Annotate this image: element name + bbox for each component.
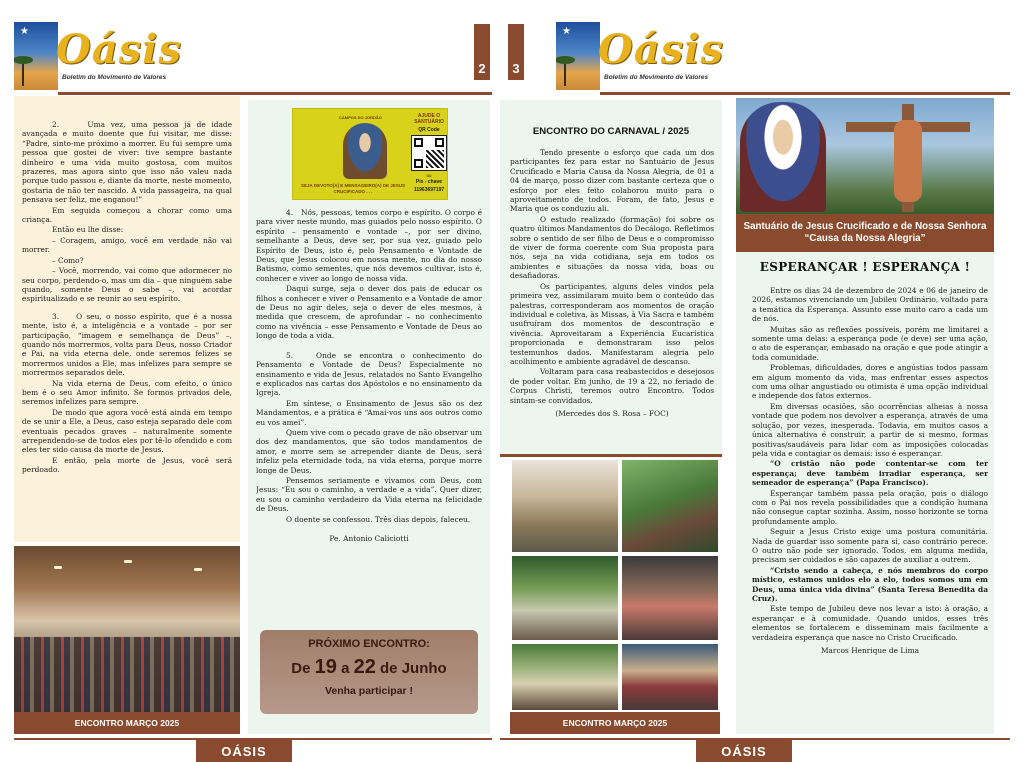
sanctuary-donation-ad	[292, 108, 448, 200]
paragraph: – Você, morrendo, vai como que adormecer no seu corpo, perdendo-o, mas um dia – que ninguém sabe quando, somente Deus o sabe –, vai acordar espiritualizado e se reunir ao seu espírito.	[22, 266, 232, 304]
paragraph: Problemas, dificuldades, dores e angústias todos passam em algum momento da vida, mas enfrentar esses aspectos com uma olhar angustiado ou otimista é uma opção individual e independe dos fatos externos.	[752, 363, 988, 401]
qr-finder	[435, 138, 444, 147]
paragraph: – Como?	[52, 255, 84, 265]
paragraph: Esperançar também passa pela oração, pois o diálogo com o Pai nos revela possibilidades que a condição humana não consegue captar sozinha. Assim, nosso horizonte se torna profundamente amplo.	[752, 488, 988, 526]
pix-key: 11963697197	[413, 187, 445, 193]
footer-oasis-left: OÁSIS	[196, 740, 292, 762]
paragraph: Este tempo de Jubileu deve nos levar a isto: à oração, a esperançar e à comunidade. Quando unidos, esses três elementos se fortalecem e disseminam mais facilmente a verdadeira esperança que nasce no Cristo Crucificado.	[752, 604, 988, 642]
article-signature: Marcos Henrique de Lima	[820, 646, 920, 656]
masthead-title-left: Oásis	[56, 26, 182, 73]
esperancar-article	[752, 286, 988, 722]
next-meeting-label: PRÓXIMO ENCONTRO:	[308, 638, 430, 650]
article-signature: Pe. Antonio Caliciotti	[329, 534, 409, 543]
ceiling-lamp	[124, 560, 132, 563]
ad-devotee-text: SEJA DEVOTO(A) E MENSAGEIRO(A) DE JESUS CRUCIFICADO . . .	[300, 183, 406, 194]
date-prefix: De	[291, 660, 311, 677]
collage-photo-2	[622, 460, 718, 552]
masthead-rule-left	[58, 92, 492, 95]
paragraph: 2. Uma vez, uma pessoa já de idade avançada e muito doente que fui visitar, me disse: “Padre, sinto-me próximo a morrer. Eu fui sempre uma pessoa que gostei de viver: tive sempre bastante dinheiro e uma vida muito gostosa, com muitos prazeres, mas agora sinto que isso não valeu nada porque tudo passou e, diante da morte, neste momento, gostaria de não ter nascido. A vida passageira, na qual pensava ser feliz, me enganou!”	[22, 120, 233, 205]
collage-photo-1	[512, 460, 618, 552]
paragraph: Na vida eterna de Deus, com efeito, o único bem é o seu Amor infinito. Se formos privados dele, seremos infelizes para sempre.	[22, 378, 232, 407]
pix-label: Pix - chave	[415, 179, 443, 185]
masthead-subtitle-right: Boletim do Movimento de Valores	[604, 74, 709, 81]
paragraph: Pensemos seriamente e vivamos com Deus, com Jesus: “Eu sou o caminho, a verdade e a vida”. Quer dizer, eu sou o caminho verdadeiro da Vida eterna na felicidade de Deus.	[256, 475, 482, 514]
paragraph-quote: “Cristo sendo a cabeça, e nós membros do corpo místico, estamos unidos elo a elo, todos somos um em Deus, uma única vida divina” (Santa Teresa Benedita da Cruz).	[752, 565, 988, 603]
carnaval-article	[510, 148, 714, 452]
our-lady-image	[740, 102, 826, 212]
paragraph: Em diversas ocasiões, são ocorrências alheias à nossa vontade que podem nos devolver a esperança, através de uma solução, por vezes, inesperada. Todavia, em muitos casos a única alternativa é construir, a partir de si mesmo, formas positivas/saudáveis para lidar com as imposições colocadas pela vida e contagiar os demais: isso é esperançar.	[752, 401, 988, 458]
paragraph: O estudo realizado (formação) foi sobre os quatro últimos Mandamentos do Decálogo. Refletimos sobre o sentido de ser filho de Deus e o compromisso de viver de forma coerente com Sua proposta para nós, seja na vida cotidiana, seja em todos os ambientes e situações da nossa vida, boas ou desafiadoras.	[510, 214, 714, 281]
paragraph: E então, pela morte de Jesus, você será perdoado.	[22, 455, 232, 475]
paragraph: Muitas são as reflexões possíveis, porém me limitarei a somente uma delas: a esperança pode (e deve) ser uma ação, o ato de esperançar, embasado na oração e que pode atingir a toda comunidade.	[752, 324, 988, 362]
qr-modules	[426, 150, 444, 168]
date-day-end: 22	[353, 656, 376, 678]
article-signature: (Mercedes dos S. Rosa – FOC)	[555, 408, 669, 418]
paragraph: 4. Nós, pessoas, temos corpo e espírito. O corpo é para viver neste mundo, mas guiados pelo nosso espírito. O espírito – pensamento e vontade –, por ser divino, semelhante a Deus, deve ser, por sua vez, guiado pelo Espírito de Deus, isto é, pelo Pensamento e Vontade de Deus, que Jesus colocou em nossa mente, no dia do nosso Batismo, como sementes, que nós devemos cultivar, isto é, conhecer e viver ao longo de nossa vida.	[256, 208, 482, 283]
paragraph: Tendo presente o esforço que cada um dos participantes fez para estar no Santuário de Jesus Crucificado e Maria Causa da Nossa Alegria, de 01 a 04 de março, posso dizer com bastante certeza que o esforço por eles feito colaborou muito para o aproveitamento de todos. Foram, de fato, Jesus e Maria que os conduziu ali.	[510, 148, 714, 214]
paragraph: Então eu lhe disse:	[52, 225, 124, 235]
photo-caption-left: ENCONTRO MARÇO 2025	[14, 712, 240, 734]
photo-caption-right: ENCONTRO MARÇO 2025	[510, 712, 720, 734]
masthead-logo-image-left	[14, 22, 58, 90]
qr-finder	[414, 159, 423, 168]
collage-photo-3	[512, 556, 618, 640]
masthead-logo-image-right	[556, 22, 600, 90]
collage-photo-6	[622, 644, 718, 710]
carnaval-title: ENCONTRO DO CARNAVAL / 2025	[532, 126, 690, 137]
collage-rule	[500, 454, 722, 457]
date-month: de Junho	[380, 660, 447, 677]
masthead-title-right: Oásis	[598, 26, 724, 73]
palm-tree-icon	[22, 60, 24, 86]
collage-photo-4	[622, 556, 718, 640]
ad-arc-text: CAMPOS DO JORDÃO	[339, 115, 382, 120]
page-number-left: 2	[474, 24, 490, 80]
paragraph: 3. O seu, o nosso espírito, que é a nossa mente, isto é, a inteligência e a vontade – por ser participação, “imagem e semelhança de Deus” –, quando nós morrermos, volta para Deus, nosso Criador e Pai, na vida eterna dele, onde seremos felizes se morrermos unidos a Ele, mas infelizes para sempre se morrermos separados dele.	[22, 311, 232, 378]
paragraph: De modo que agora você está ainda em tempo de se unir a Ele, a Deus, caso esteja separado dele com eventuais pecados graves – naturalmente somente arrependendo-se de todos eles por tê-lo ofendido e com eles ter sido causa da morte de Jesus.	[22, 407, 232, 455]
participants-group	[14, 637, 240, 712]
paragraph: Seguir a Jesus Cristo exige uma postura comunitária. Nada de guardar isso somente para si, caso contrário perece. O outro não pode ser ignorado. Todos, em alguma medida, precisam ser cuidados e são capazes de auxiliar a outrem.	[752, 527, 988, 565]
esperancar-title: ESPERANÇAR ! ESPERANÇA !	[759, 260, 971, 274]
next-meeting-invite: Venha participar !	[324, 685, 414, 697]
next-meeting-box	[260, 630, 478, 714]
paragraph: O doente se confessou. Três dias depois, faleceu.	[286, 514, 471, 524]
ceiling-lamp	[54, 566, 62, 569]
masthead-rule-right	[600, 92, 1010, 95]
ceiling-lamp	[194, 568, 202, 571]
ad-or: ou	[426, 173, 432, 178]
date-day-start: 19	[314, 656, 337, 678]
collage-photo-5	[512, 644, 618, 710]
footer-oasis-right: OÁSIS	[696, 740, 792, 762]
sanctuary-hero-photo	[736, 98, 994, 214]
paragraph: – Coragem, amigo, você em verdade não vai morrer.	[22, 235, 232, 255]
paragraph-quote: “O cristão não pode contentar-se com ter esperança; deve também irradiar esperança, ser semeador de esperança” (Papa Francisco).	[752, 459, 988, 488]
qr-label: QR Code	[418, 127, 440, 133]
paragraph: Os participantes, alguns deles vindos pela primeira vez, assimilaram muito bem o conteúdo das palestras, corresponderam aos momentos de oração individual e coletiva, às Missas, à Via Sacra e também usufruíram dos momentos de descontração e vivência. Aproveitaram a Experiência Eucarística proporcionada e demonstraram isso pelos testemunhos dados. Manifestaram alegria pelo acolhimento e ambiente agradável de descanso.	[510, 281, 714, 366]
meeting-hall-photo	[14, 546, 240, 712]
mary-image	[343, 123, 387, 179]
paragraph: Quem vive com o pecado grave de não observar um dos dez mandamentos, que são todos mandamentos de amor, e morre sem se arrepender diante de Deus, será infeliz pela eternidade toda, na vida eterna, porque morre longe de Deus.	[256, 427, 482, 475]
star-icon: ★	[20, 26, 29, 37]
paragraph: Daqui surge, seja o dever dos pais de educar os filhos a conhecer e viver o Pensamento e a Vontade de amor de Deus no agir deles, seja o dever de eles mesmos, à medida que crescem, de aprofundar – no conhecimento como na vivência – esse Pensamento e Vontade de Deus ao longo de toda a vida.	[256, 284, 482, 341]
star-icon: ★	[562, 26, 571, 37]
sanctuary-banner: Santuário de Jesus Crucificado e de Nossa Senhora “Causa da Nossa Alegria”	[736, 214, 994, 252]
qr-finder	[414, 138, 423, 147]
next-meeting-date	[260, 656, 478, 679]
paragraph: Voltaram para casa reabastecidos e desejosos de poder voltar. Em junho, de 19 a 22, no feriado de Corpus Christi, teremos outro Encontro. Todos sintam-se convidados.	[510, 367, 714, 405]
qr-code[interactable]	[411, 135, 447, 171]
paragraph: Em síntese, o Ensinamento de Jesus são os dez Mandamentos, e a prática é “Amai-vos uns aos outros como eu vos amei”.	[256, 398, 482, 427]
ad-header: AJUDE O SANTUÁRIO	[414, 113, 444, 125]
palm-tree-icon	[564, 60, 566, 86]
paragraph: 5. Onde se encontra o conhecimento do Pensamento e Vontade de Deus? Especialmente no ensinamento e vida de Jesus, relatados no Santo Evangelho e explicados nas cartas dos Apóstolos e no ensinamento da Igreja.	[256, 350, 482, 398]
date-connector: a	[341, 660, 350, 677]
masthead-subtitle-left: Boletim do Movimento de Valores	[62, 74, 167, 81]
article-column-2	[256, 208, 482, 612]
crucified-figure	[894, 120, 922, 202]
article-column-1	[14, 96, 240, 542]
paragraph: Em seguida começou a chorar como uma criança.	[22, 205, 232, 225]
paragraph: Entre os dias 24 de dezembro de 2024 e 06 de janeiro de 2026, estamos vivenciando um Jubileu Ordinário, voltado para a temática da Esperança. Assunto esse muito caro a cada um de nós.	[752, 286, 988, 324]
page-number-right: 3	[508, 24, 524, 80]
